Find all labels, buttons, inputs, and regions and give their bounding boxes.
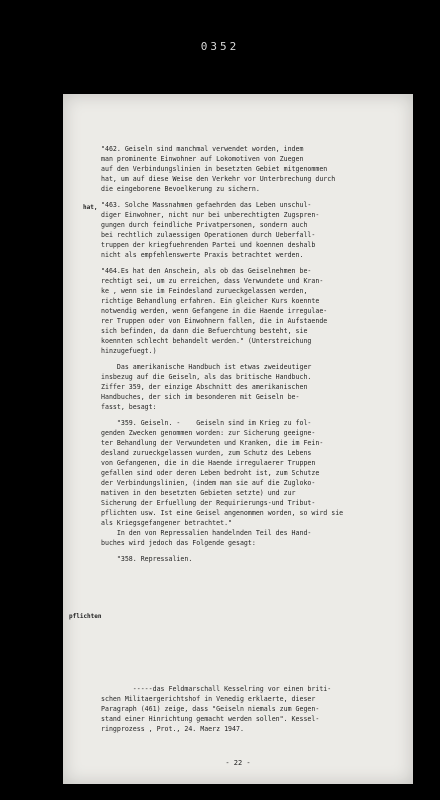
paragraph (101, 418, 401, 548)
footnote-line: Paragraph (461) zeige, dass "Geiseln niemals zum Gegen- (101, 705, 320, 713)
text-line: Handbuches, der sich im besonderen mit Geiseln be- (101, 393, 300, 401)
paragraph (101, 362, 401, 412)
text-line: die eingeborene Bevoelkerung zu sichern. (101, 185, 260, 193)
footnote-line: stand einer Hinrichtung gemacht werden sollen". Kessel- (101, 715, 320, 723)
margin-note-1: hat, (83, 204, 98, 211)
text-line: Ziffer 359, der einzige Abschnitt des amerikanischen (101, 383, 308, 391)
text-line: buches wird jedoch das Folgende gesagt: (101, 539, 256, 547)
page-number: - 22 - (225, 759, 251, 767)
text-line: In den von Repressalien handelnden Teil des Hand- (101, 529, 312, 537)
text-line: nicht als empfehlenswerte Praxis betrachtet werden. (101, 251, 304, 259)
text-line: ter Behandlung der Verwundeten und Kranken, die im Fein- (101, 439, 324, 447)
paragraph (101, 200, 401, 260)
text-line: fasst, besagt: (101, 403, 157, 411)
text-line: bei rechtlich zulaessigen Operationen durch Ueberfall- (101, 231, 316, 239)
text-line: sich befinden, da dann die Befuerchtung besteht, sie (101, 327, 308, 335)
text-line: gungen durch feindliche Privatpersonen, sondern auch (101, 221, 308, 229)
text-line: notwendig werden, wenn Gefangene in die Haende irregulae- (101, 307, 328, 315)
paragraph (101, 266, 401, 356)
text-line: "359. Geiseln. - Geiseln sind im Krieg zu fol- (101, 419, 312, 427)
text-line: genden Zwecken genommen worden: zur Sicherung geeigne- (101, 429, 316, 437)
footnote (101, 684, 401, 734)
text-line: "358. Repressalien. (101, 555, 193, 563)
text-line: "464.Es hat den Anschein, als ob das Geiselnehmen be- (101, 267, 312, 275)
text-line: der Verbindungslinien, (indem man sie auf die Zuglоko- (101, 479, 316, 487)
text-line: desland zurueckgelassen wurden, zum Schutz des Lebens (101, 449, 312, 457)
text-line: hat, um auf diese Weise den Verkehr vor Unterbrechung durch (101, 175, 336, 183)
text-line: Sicherung der Erfuellung der Requirierungs-und Tribut- (101, 499, 316, 507)
text-line: "462. Geiseln sind manchmal verwendet worden, indem (101, 145, 304, 153)
text-line: auf den Verbindungslinien in besetzten Gebiet mitgenommen (101, 165, 328, 173)
paragraph (101, 144, 401, 194)
text-line: als Kriegsgefangener betrachtet." (101, 519, 233, 527)
paragraph (101, 554, 401, 564)
text-line: insbezug auf die Geiseln, als das britische Handbuch. (101, 373, 312, 381)
text-line: ke , wenn sie im Feindesland zurueckgelassen werden, (101, 287, 308, 295)
document-page (63, 94, 413, 784)
frame-number: 0352 (200, 40, 240, 53)
text-line: diger Einwohner, nicht nur bei unberechtigten Zugspren- (101, 211, 320, 219)
text-line: man prominente Einwohner auf Lokomotiven von Zuegen (101, 155, 304, 163)
text-line: rechtigt sei, um zu erreichen, dass Verwundete und Kran- (101, 277, 324, 285)
text-line: richtige Behandlung erfahren. Ein gleicher Kurs koennte (101, 297, 320, 305)
footnote-line: -----das Feldmarschall Kesselring vor einen briti- (101, 685, 332, 693)
text-line: rer Truppen oder von Einwohnern fallen, die in Aufstaende (101, 317, 328, 325)
text-line: koennten schlecht behandelt werden." (Unterstreichung (101, 337, 312, 345)
document-body (101, 144, 401, 564)
text-line: gefallen sind oder deren Leben bedroht ist, zum Schutze (101, 469, 320, 477)
footnote-line: schen Militaergerichtshof in Venedig erklaerte, dieser (101, 695, 316, 703)
margin-note-2: pflichten (69, 613, 102, 620)
text-line: hinzugefuegt.) (101, 347, 157, 355)
text-line: Das amerikanische Handbuch ist etwas zweideutiger (101, 363, 312, 371)
text-line: pflichten usw. Ist eine Geisel angenommen worden, so wird sie (101, 509, 344, 517)
text-line: truppen der kriegfuehrenden Partei und koennen deshalb (101, 241, 316, 249)
text-line: "463. Solche Massnahmen gefaehrden das Leben unschul- (101, 201, 312, 209)
footnote-line: ringprozess , Prot., 24. Maerz 1947. (101, 725, 244, 733)
text-line: von Gefangenen, die in die Haende irregulaerer Truppen (101, 459, 316, 467)
text-line: mativen in den besetzten Gebieten setzte) und zur (101, 489, 296, 497)
